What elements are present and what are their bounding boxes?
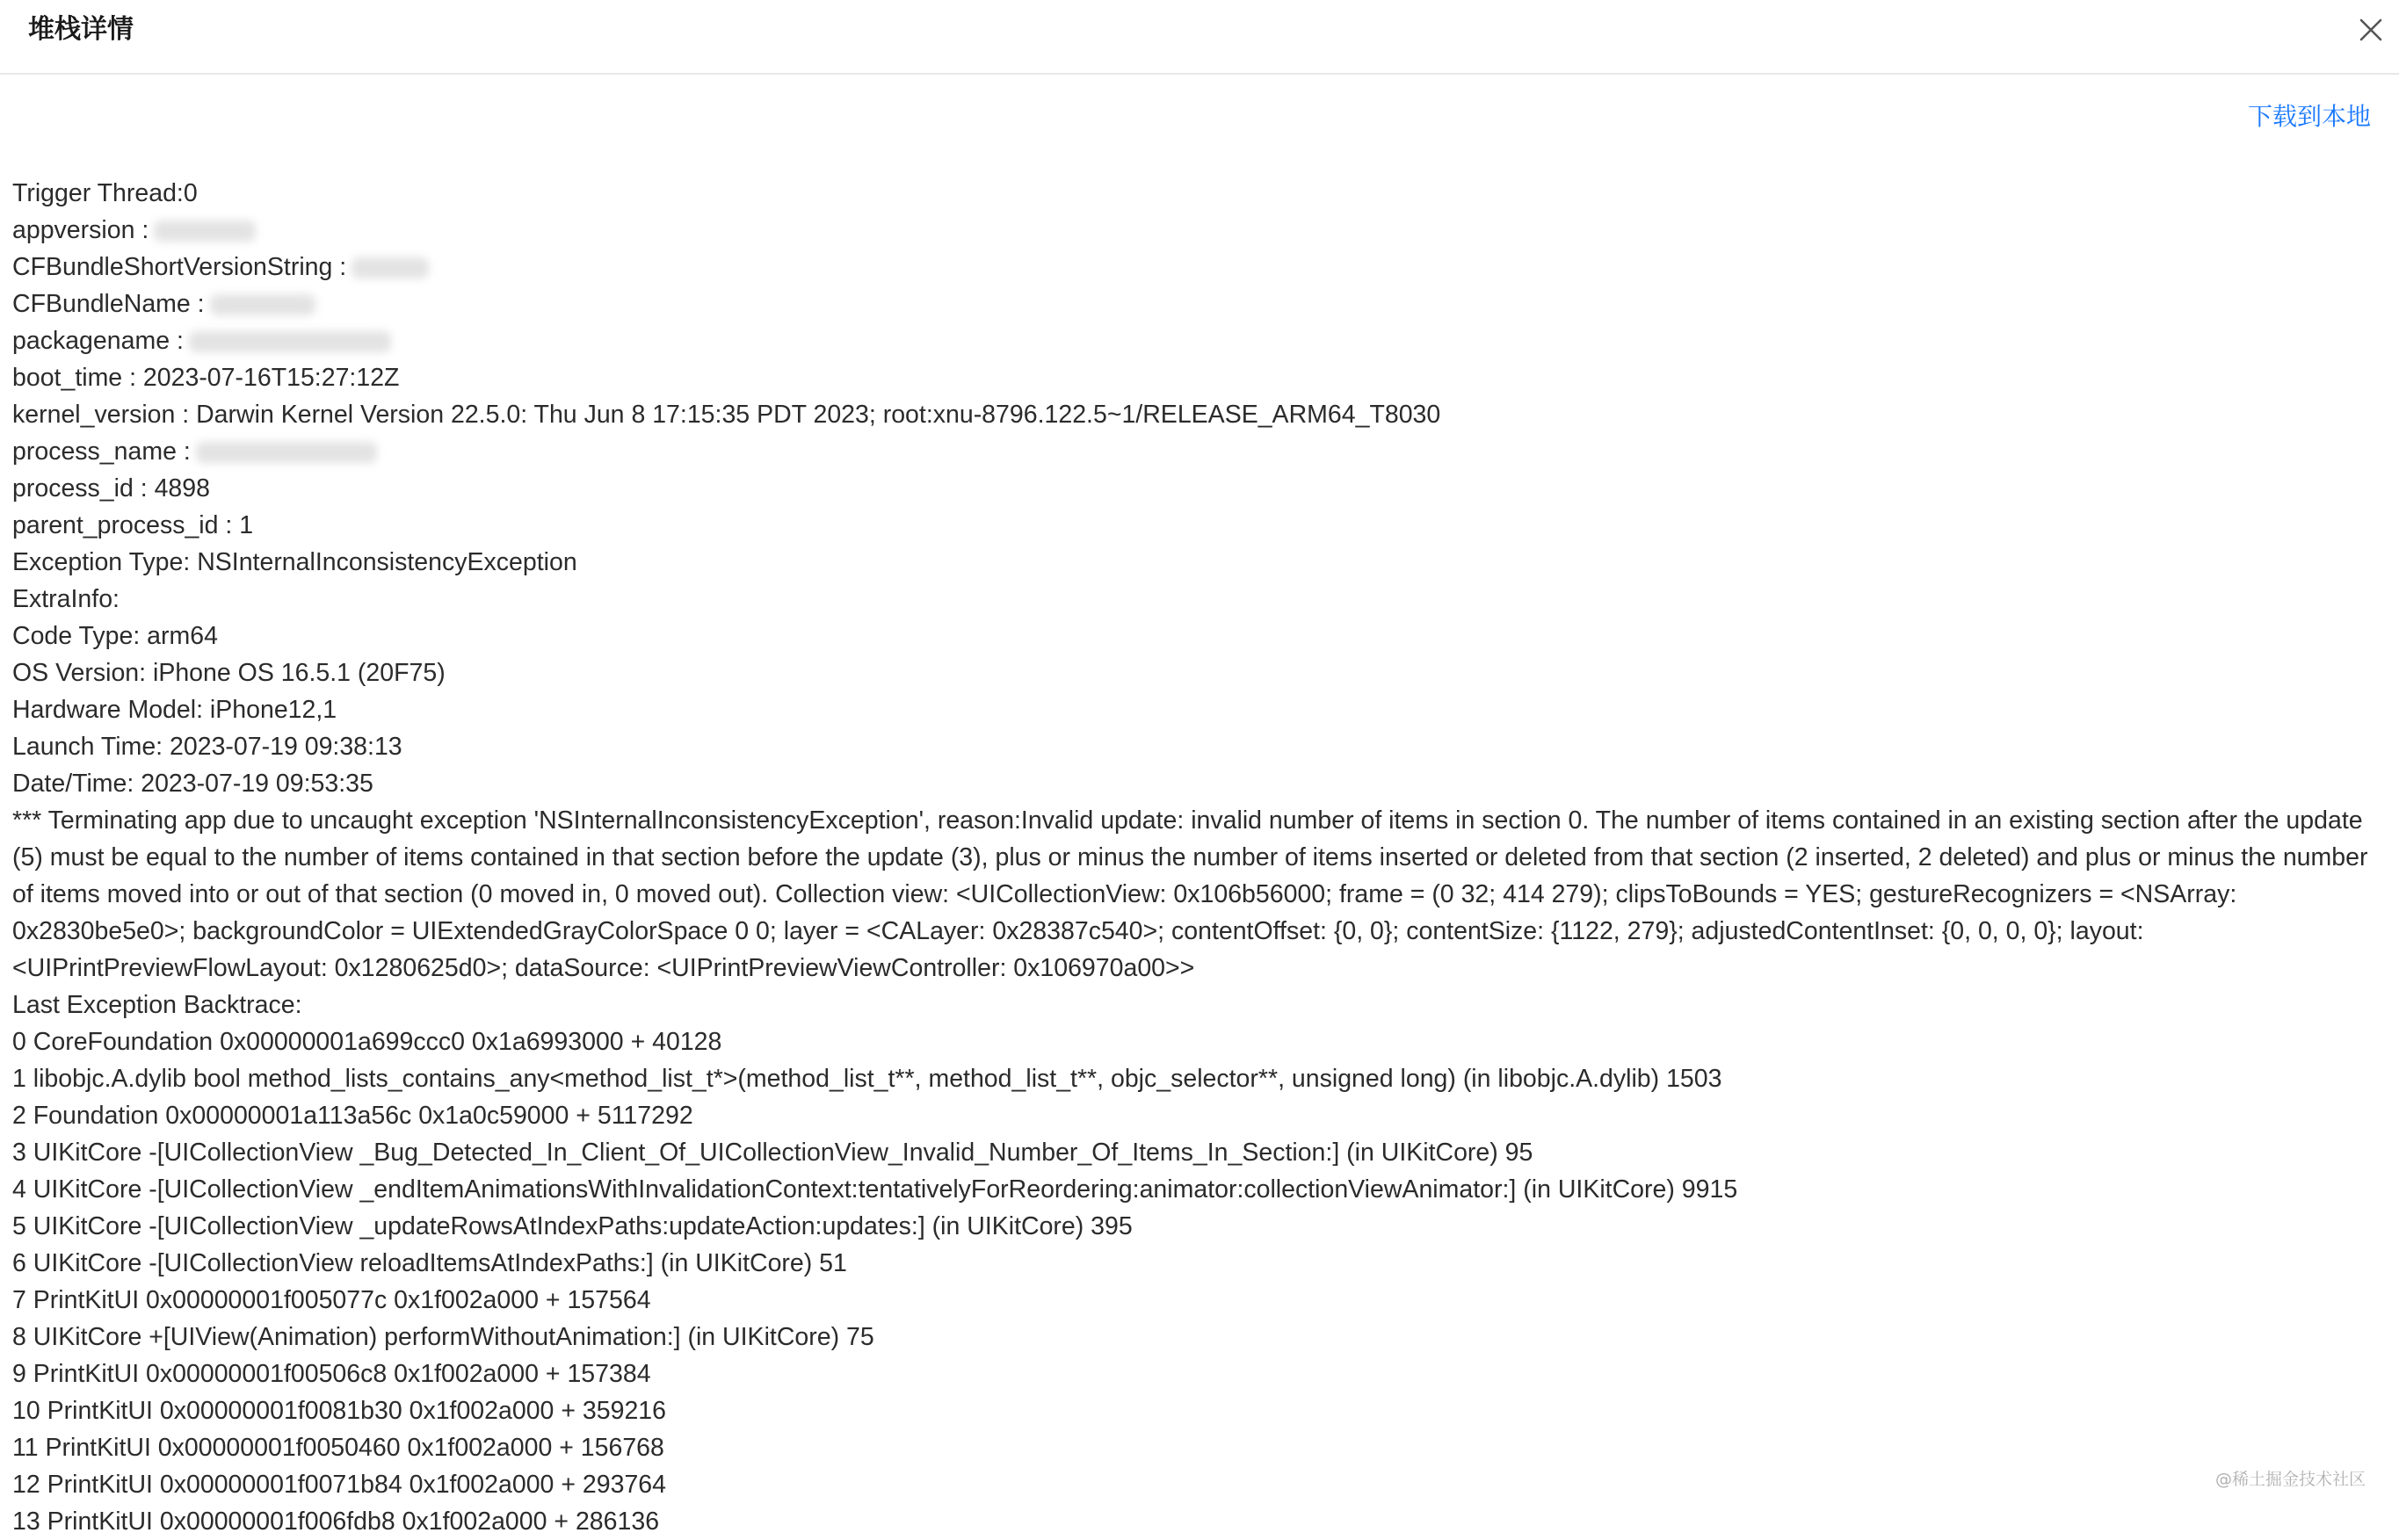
process-id-line: process_id : 4898 — [12, 474, 210, 502]
backtrace-frame: 10 PrintKitUI 0x00000001f0081b30 0x1f002a000 + 359216 — [12, 1397, 666, 1425]
bundle-short-version-line — [12, 249, 2385, 286]
backtrace-frame: 3 UIKitCore -[UICollectionView _Bug_Detected_In_Client_Of_UICollectionView_Invalid_Number_Of_Items_In_Section:] (in UIKitCore) 95 — [12, 1139, 1533, 1167]
packagename-line — [12, 322, 2385, 359]
watermark: @稀土掘金技术社区 — [2214, 1470, 2366, 1489]
extra-info-line: ExtraInfo: — [12, 585, 120, 613]
close-button[interactable] — [2355, 14, 2387, 46]
launch-time-line: Launch Time: 2023-07-19 09:38:13 — [12, 733, 402, 761]
redacted-packagename — [189, 331, 391, 352]
backtrace-frame: 0 CoreFoundation 0x00000001a699ccc0 0x1a6993000 + 40128 — [12, 1028, 722, 1056]
bundle-name-line — [12, 286, 2385, 322]
trigger-thread-line: Trigger Thread:0 — [12, 179, 198, 207]
kernel-version-line: kernel_version : Darwin Kernel Version 22.5.0: Thu Jun 8 17:15:35 PDT 2023; root:xnu-8796.122.5~1/RELEASE_ARM64_T8030 — [12, 401, 1441, 429]
stack-trace-content — [12, 175, 2385, 1540]
code-type-line: Code Type: arm64 — [12, 622, 218, 650]
redacted-bundle-name — [210, 294, 315, 315]
backtrace-frame: 12 PrintKitUI 0x00000001f0071b84 0x1f002a000 + 293764 — [12, 1471, 666, 1499]
exception-type-line: Exception Type: NSInternalInconsistencyException — [12, 548, 577, 576]
backtrace-frame: 13 PrintKitUI 0x00000001f006fdb8 0x1f002a000 + 286136 — [12, 1507, 660, 1536]
date-time-line: Date/Time: 2023-07-19 09:53:35 — [12, 770, 373, 798]
packagename-label: packagename : — [12, 327, 184, 355]
download-link[interactable]: 下载到本地 — [2247, 102, 2371, 131]
appversion-line — [12, 212, 2385, 249]
redacted-bundle-short-version — [352, 257, 429, 278]
backtrace-frame: 5 UIKitCore -[UICollectionView _updateRowsAtIndexPaths:updateAction:updates:] (in UIKitCore) 395 — [12, 1212, 1133, 1240]
process-name-line — [12, 433, 2385, 470]
redacted-process-name — [196, 442, 377, 463]
backtrace-frame: 1 libobjc.A.dylib bool method_lists_contains_any<method_list_t*>(method_list_t**, method_list_t**, objc_selector**, unsigned long) (in libobjc.A.dylib) 1503 — [12, 1065, 1722, 1093]
close-icon — [2355, 14, 2387, 46]
dialog-title: 堆栈详情 — [28, 14, 134, 45]
boot-time-line: boot_time : 2023-07-16T15:27:12Z — [12, 364, 400, 392]
backtrace-frame: 6 UIKitCore -[UICollectionView reloadItemsAtIndexPaths:] (in UIKitCore) 51 — [12, 1249, 847, 1277]
bundle-short-version-label: CFBundleShortVersionString : — [12, 253, 347, 281]
backtrace-frame: 11 PrintKitUI 0x00000001f0050460 0x1f002a000 + 156768 — [12, 1434, 664, 1462]
hardware-model-line: Hardware Model: iPhone12,1 — [12, 696, 337, 724]
parent-process-id-line: parent_process_id : 1 — [12, 511, 254, 539]
process-name-label: process_name : — [12, 437, 191, 466]
backtrace-frame: 4 UIKitCore -[UICollectionView _endItemAnimationsWithInvalidationContext:tentativelyForReordering:animator:collectionViewAnimator:] (in UIKitCore) 9915 — [12, 1175, 1738, 1204]
backtrace-frame: 9 PrintKitUI 0x00000001f00506c8 0x1f002a000 + 157384 — [12, 1360, 651, 1388]
backtrace-frame: 2 Foundation 0x00000001a113a56c 0x1a0c59000 + 5117292 — [12, 1102, 693, 1130]
appversion-label: appversion : — [12, 216, 149, 244]
backtrace-frame: 8 UIKitCore +[UIView(Animation) performWithoutAnimation:] (in UIKitCore) 75 — [12, 1323, 874, 1351]
redacted-appversion — [154, 221, 256, 242]
dialog-header — [0, 0, 2399, 75]
os-version-line: OS Version: iPhone OS 16.5.1 (20F75) — [12, 659, 446, 687]
backtrace-title: Last Exception Backtrace: — [12, 991, 302, 1019]
bundle-name-label: CFBundleName : — [12, 290, 205, 318]
backtrace-frame: 7 PrintKitUI 0x00000001f005077c 0x1f002a000 + 157564 — [12, 1286, 651, 1314]
exception-reason: *** Terminating app due to uncaught exception 'NSInternalInconsistencyException', reason:Invalid update: invalid number of items in section 0. The number of items contained in an existing section after the update (5) must be equal to the number of items contained in that section before the update (3), plus or minus the number of items inserted or deleted from that section (2 inserted, 2 deleted) and plus or minus the number of items moved into or out of that section (0 moved in, 0 moved out). Collection view: <UICollectionView: 0x106b56000; frame = (0 32; 414 279); clipsToBounds = YES; gestureRecognizers = <NSArray: 0x2830be5e0>; backgroundColor = UIExtendedGrayColorSpace 0 0; layer = <CALayer: 0x28387c540>; contentOffset: {0, 0}; contentSize: {1122, 279}; adjustedContentInset: {0, 0, 0, 0}; layout: <UIPrintPreviewFlowLayout: 0x1280625d0>; dataSource: <UIPrintPreviewViewController: 0x106970a00>> — [12, 806, 2375, 982]
